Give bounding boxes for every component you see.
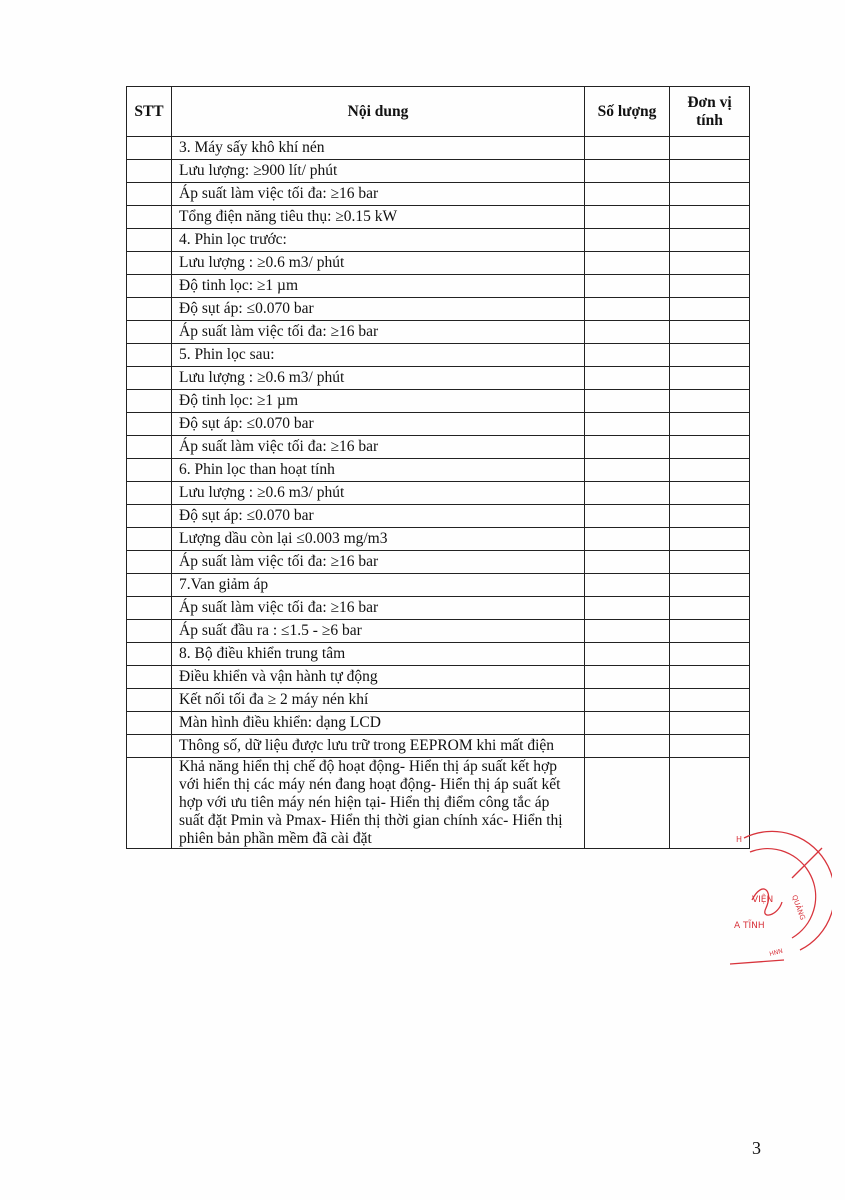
stt-cell	[127, 459, 172, 482]
stt-cell	[127, 436, 172, 459]
table-row	[127, 298, 750, 321]
unit-cell	[670, 390, 750, 413]
table-row	[127, 229, 750, 252]
stt-cell	[127, 183, 172, 206]
stt-cell	[127, 252, 172, 275]
table-row	[127, 643, 750, 666]
stt-cell	[127, 206, 172, 229]
quantity-cell	[585, 735, 670, 758]
stt-cell	[127, 551, 172, 574]
quantity-cell	[585, 620, 670, 643]
table-row	[127, 528, 750, 551]
quantity-cell	[585, 344, 670, 367]
table-row	[127, 505, 750, 528]
content-cell: Độ sụt áp: ≤0.070 bar	[172, 413, 585, 436]
unit-cell	[670, 551, 750, 574]
quantity-cell	[585, 160, 670, 183]
table-row	[127, 459, 750, 482]
table-row	[127, 482, 750, 505]
content-cell: Độ tinh lọc: ≥1 µm	[172, 390, 585, 413]
content-cell: Lưu lượng: ≥900 lít/ phút	[172, 160, 585, 183]
content-cell: Thông số, dữ liệu được lưu trữ trong EEPROM khi mất điện	[172, 735, 585, 758]
quantity-cell	[585, 206, 670, 229]
content-cell: Lưu lượng : ≥0.6 m3/ phút	[172, 482, 585, 505]
content-cell: 6. Phin lọc than hoạt tính	[172, 459, 585, 482]
quantity-cell	[585, 413, 670, 436]
table-row	[127, 413, 750, 436]
unit-cell	[670, 689, 750, 712]
content-cell: Độ sụt áp: ≤0.070 bar	[172, 505, 585, 528]
header-so-luong: Số lượng	[585, 87, 670, 137]
content-cell: Kết nối tối đa ≥ 2 máy nén khí	[172, 689, 585, 712]
unit-cell	[670, 298, 750, 321]
content-cell: 5. Phin lọc sau:	[172, 344, 585, 367]
stamp-text-quang: QUẢNG	[790, 893, 807, 922]
content-cell: Áp suất đầu ra : ≤1.5 - ≥6 bar	[172, 620, 585, 643]
quantity-cell	[585, 321, 670, 344]
unit-cell	[670, 321, 750, 344]
unit-cell	[670, 643, 750, 666]
unit-cell	[670, 183, 750, 206]
stt-cell	[127, 528, 172, 551]
stt-cell	[127, 689, 172, 712]
content-cell: Điều khiển và vận hành tự động	[172, 666, 585, 689]
unit-cell	[670, 620, 750, 643]
stt-cell	[127, 275, 172, 298]
quantity-cell	[585, 712, 670, 735]
unit-cell	[670, 252, 750, 275]
quantity-cell	[585, 436, 670, 459]
red-seal-stamp	[722, 830, 832, 975]
unit-cell	[670, 160, 750, 183]
quantity-cell	[585, 689, 670, 712]
content-cell: Áp suất làm việc tối đa: ≥16 bar	[172, 183, 585, 206]
table-row	[127, 735, 750, 758]
content-cell: Áp suất làm việc tối đa: ≥16 bar	[172, 551, 585, 574]
table-row	[127, 689, 750, 712]
table-header-row	[127, 87, 750, 137]
svg-text:H: H	[736, 835, 743, 844]
stt-cell	[127, 413, 172, 436]
stamp-text-vien: VIỆN	[752, 895, 774, 905]
unit-cell	[670, 482, 750, 505]
content-cell: 7.Van giảm áp	[172, 574, 585, 597]
quantity-cell	[585, 459, 670, 482]
unit-cell	[670, 275, 750, 298]
specification-table	[126, 86, 750, 849]
stt-cell	[127, 620, 172, 643]
content-cell: Độ sụt áp: ≤0.070 bar	[172, 298, 585, 321]
stt-cell	[127, 367, 172, 390]
stt-cell	[127, 229, 172, 252]
content-cell: Tổng điện năng tiêu thụ: ≥0.15 kW	[172, 206, 585, 229]
table-row	[127, 206, 750, 229]
unit-cell	[670, 367, 750, 390]
quantity-cell	[585, 275, 670, 298]
stt-cell	[127, 160, 172, 183]
stt-cell	[127, 758, 172, 849]
table-row	[127, 344, 750, 367]
quantity-cell	[585, 482, 670, 505]
header-noi-dung: Nội dung	[172, 87, 585, 137]
quantity-cell	[585, 390, 670, 413]
quantity-cell	[585, 551, 670, 574]
content-cell: Lưu lượng : ≥0.6 m3/ phút	[172, 252, 585, 275]
stt-cell	[127, 344, 172, 367]
unit-cell	[670, 344, 750, 367]
stt-cell	[127, 574, 172, 597]
stt-cell	[127, 390, 172, 413]
unit-cell	[670, 666, 750, 689]
unit-cell	[670, 229, 750, 252]
content-cell: 3. Máy sấy khô khí nén	[172, 137, 585, 160]
content-cell: Độ tinh lọc: ≥1 µm	[172, 275, 585, 298]
stt-cell	[127, 505, 172, 528]
table-row	[127, 252, 750, 275]
content-cell: 4. Phin lọc trước:	[172, 229, 585, 252]
header-don-vi-tinh: Đơn vị tính	[670, 87, 750, 137]
quantity-cell	[585, 528, 670, 551]
quantity-cell	[585, 229, 670, 252]
stt-cell	[127, 735, 172, 758]
quantity-cell	[585, 758, 670, 849]
table-body	[127, 137, 750, 849]
content-cell: Khả năng hiển thị chế độ hoạt động- Hiển thị áp suất kết hợp với hiển thị các máy nén đang hoạt động- Hiển thị áp suất kết hợp với ưu tiên máy nén hiện tại- Hiển thị điểm công tắc áp suất đặt Pmin và Pmax- Hiển thị thời gian chính xác- Hiển thị phiên bản phần mềm đã cài đặt	[172, 758, 585, 849]
stt-cell	[127, 597, 172, 620]
table-row	[127, 666, 750, 689]
unit-cell	[670, 597, 750, 620]
unit-cell	[670, 712, 750, 735]
stt-cell	[127, 298, 172, 321]
table-row	[127, 574, 750, 597]
table-row	[127, 436, 750, 459]
unit-cell	[670, 574, 750, 597]
quantity-cell	[585, 252, 670, 275]
unit-cell	[670, 436, 750, 459]
table-row	[127, 183, 750, 206]
quantity-cell	[585, 643, 670, 666]
unit-cell	[670, 137, 750, 160]
page-number: 3	[752, 1138, 761, 1158]
table-row	[127, 597, 750, 620]
quantity-cell	[585, 367, 670, 390]
content-cell: Lưu lượng : ≥0.6 m3/ phút	[172, 367, 585, 390]
content-cell: Áp suất làm việc tối đa: ≥16 bar	[172, 436, 585, 459]
unit-cell	[670, 413, 750, 436]
content-cell: 8. Bộ điều khiển trung tâm	[172, 643, 585, 666]
unit-cell	[670, 206, 750, 229]
content-cell: Áp suất làm việc tối đa: ≥16 bar	[172, 597, 585, 620]
stt-cell	[127, 482, 172, 505]
unit-cell	[670, 735, 750, 758]
quantity-cell	[585, 505, 670, 528]
quantity-cell	[585, 137, 670, 160]
header-stt: STT	[127, 87, 172, 137]
table-row	[127, 758, 750, 849]
quantity-cell	[585, 574, 670, 597]
stt-cell	[127, 137, 172, 160]
stamp-text-tinh: A TĨNH	[734, 921, 765, 931]
content-cell: Lượng dầu còn lại ≤0.003 mg/m3	[172, 528, 585, 551]
stt-cell	[127, 666, 172, 689]
unit-cell	[670, 528, 750, 551]
table-row	[127, 321, 750, 344]
quantity-cell	[585, 666, 670, 689]
table-row	[127, 137, 750, 160]
table-row	[127, 367, 750, 390]
table-row	[127, 551, 750, 574]
stt-cell	[127, 321, 172, 344]
quantity-cell	[585, 597, 670, 620]
unit-cell	[670, 505, 750, 528]
unit-cell	[670, 459, 750, 482]
quantity-cell	[585, 183, 670, 206]
content-cell: Áp suất làm việc tối đa: ≥16 bar	[172, 321, 585, 344]
stt-cell	[127, 643, 172, 666]
table-row	[127, 275, 750, 298]
table-row	[127, 390, 750, 413]
stamp-text-bottom: HNN	[768, 947, 784, 958]
content-cell: Màn hình điều khiển: dạng LCD	[172, 712, 585, 735]
quantity-cell	[585, 298, 670, 321]
table-row	[127, 160, 750, 183]
stt-cell	[127, 712, 172, 735]
table-row	[127, 620, 750, 643]
table-row	[127, 712, 750, 735]
